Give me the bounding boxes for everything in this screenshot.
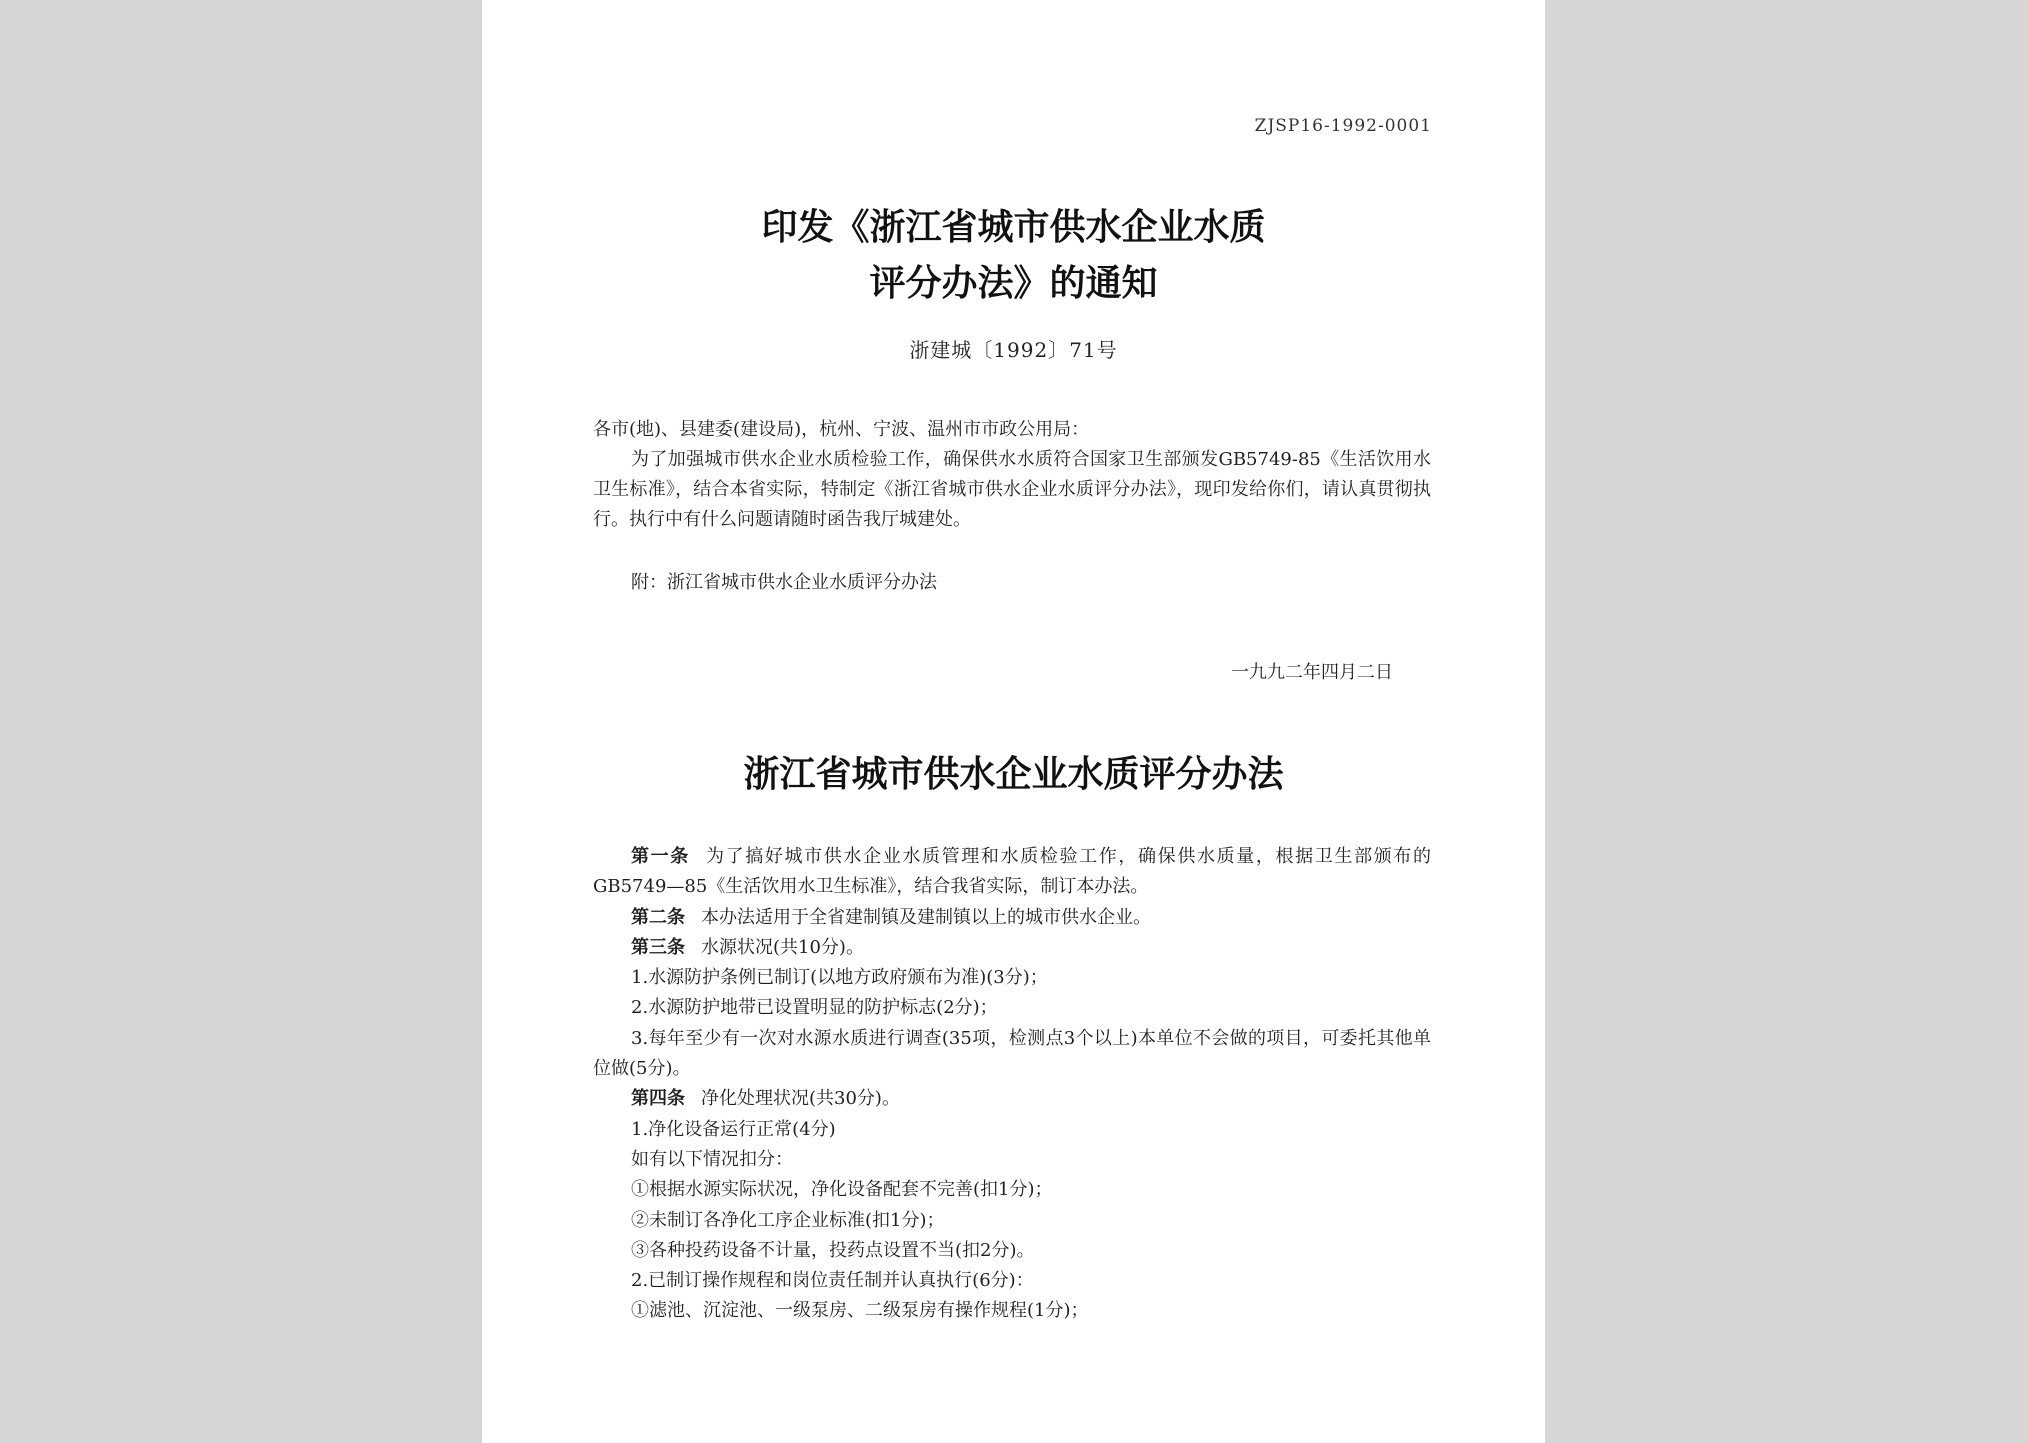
notice-title — [482, 200, 1545, 312]
issue-date: 一九九二年四月二日 — [1231, 662, 1393, 683]
document-number: 浙建城〔1992〕71号 — [909, 338, 1118, 362]
notice-body — [593, 415, 1431, 535]
article-4-item-2: 2.已制订操作规程和岗位责任制并认真执行(6分)： — [631, 1270, 1034, 1292]
rules-body — [593, 842, 1431, 1327]
addressee: 各市(地)、县建委(建设局)，杭州、宁波、温州市市政公用局： — [593, 419, 1090, 440]
article-2 — [593, 903, 1431, 933]
article-4-deduct-3: ③各种投药设备不计量，投药点设置不当(扣2分)。 — [631, 1239, 1035, 1261]
attachment-line: 附：浙江省城市供水企业水质评分办法 — [631, 572, 937, 593]
article-4-item-2-1: ①滤池、沉淀池、一级泵房、二级泵房有操作规程(1分)； — [631, 1300, 1089, 1322]
article-1 — [593, 842, 1431, 903]
notice-title-line-1: 印发《浙江省城市供水企业水质 — [761, 207, 1266, 248]
notice-title-line-2: 评分办法》的通知 — [869, 263, 1158, 304]
article-3-item-2: 2.水源防护地带已设置明显的防护标志(2分)； — [631, 997, 998, 1019]
article-2-text: 本办法适用于全省建制镇及建制镇以上的城市供水企业。 — [701, 906, 1151, 928]
article-3-item-1: 1.水源防护条例已制订(以地方政府颁布为准)(3分)； — [631, 967, 1048, 989]
document-page — [482, 0, 1545, 1443]
article-2-label: 第二条 — [631, 906, 685, 928]
article-4-deduct-1: ①根据水源实际状况，净化设备配套不完善(扣1分)； — [631, 1179, 1053, 1201]
article-4-item-1: 1.净化设备运行正常(4分) — [631, 1118, 836, 1140]
article-3-text: 水源状况(共10分)。 — [701, 936, 864, 958]
article-4-deduct-2: ②未制订各净化工序企业标准(扣1分)； — [631, 1209, 945, 1231]
notice-paragraph: 为了加强城市供水企业水质检验工作，确保供水水质符合国家卫生部颁发GB5749-85《生活饮用水卫生标准》，结合本省实际，特制定《浙江省城市供水企业水质评分办法》，现印发给你们，请认真贯彻执行。执行中有什么问题请随时函告我厅城建处。 — [593, 449, 1431, 530]
rules-title: 浙江省城市供水企业水质评分办法 — [743, 754, 1284, 795]
article-3-label: 第三条 — [631, 936, 685, 958]
article-4-label: 第四条 — [631, 1088, 685, 1110]
article-1-text: 为了搞好城市供水企业水质管理和水质检验工作，确保供水质量，根据卫生部颁布的GB5749—85《生活饮用水卫生标准》，结合我省实际，制订本办法。 — [593, 846, 1432, 898]
article-1-label: 第一条 — [631, 846, 690, 867]
article-4-deduct-intro: 如有以下情况扣分： — [631, 1148, 793, 1170]
article-4-text: 净化处理状况(共30分)。 — [701, 1088, 900, 1110]
article-4 — [593, 1084, 1431, 1114]
article-3 — [593, 933, 1431, 963]
document-code: ZJSP16-1992-0001 — [1254, 116, 1432, 136]
article-3-item-3: 3.每年至少有一次对水源水质进行调查(35项，检测点3个以上)本单位不会做的项目，可委托其他单位做(5分)。 — [593, 1027, 1431, 1080]
